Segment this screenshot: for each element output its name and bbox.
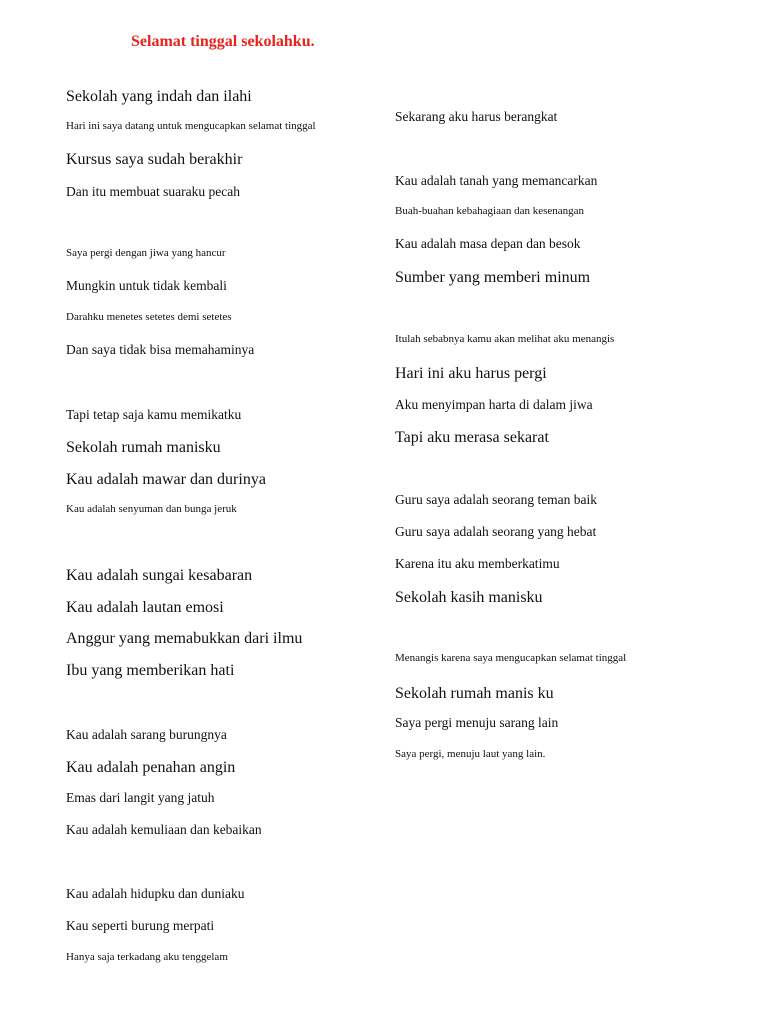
left-line-1: Sekolah yang indah dan ilahi (66, 88, 252, 105)
left-line-3: Kursus saya sudah berakhir (66, 151, 243, 168)
left-line-15: Anggur yang memabukkan dari ilmu (66, 630, 303, 647)
left-line-5: Saya pergi dengan jiwa yang hancur (66, 247, 226, 259)
left-line-2: Hari ini saya datang untuk mengucapkan selamat tinggal (66, 120, 316, 132)
left-line-13: Kau adalah sungai kesabaran (66, 567, 253, 584)
right-line-11: Guru saya adalah seorang yang hebat (395, 524, 597, 539)
left-line-12: Kau adalah senyuman dan bunga jeruk (66, 503, 237, 515)
right-line-12: Karena itu aku memberkatimu (395, 556, 560, 571)
right-line-4: Kau adalah masa depan dan besok (395, 236, 581, 251)
left-line-9: Tapi tetap saja kamu memikatku (66, 407, 242, 422)
left-line-14: Kau adalah lautan emosi (66, 599, 224, 616)
right-line-9: Tapi aku merasa sekarat (395, 429, 549, 446)
left-line-16: Ibu yang memberikan hati (66, 662, 235, 679)
right-line-5: Sumber yang memberi minum (395, 269, 591, 286)
right-line-17: Saya pergi, menuju laut yang lain. (395, 748, 546, 760)
right-line-7: Hari ini aku harus pergi (395, 365, 547, 382)
left-line-11: Kau adalah mawar dan durinya (66, 471, 266, 488)
right-line-3: Buah-buahan kebahagiaan dan kesenangan (395, 205, 585, 217)
left-line-22: Kau seperti burung merpati (66, 918, 215, 933)
left-line-8: Dan saya tidak bisa memahaminya (66, 342, 255, 357)
left-line-6: Mungkin untuk tidak kembali (66, 278, 227, 293)
right-line-6: Itulah sebabnya kamu akan melihat aku menangis (395, 333, 615, 345)
left-line-21: Kau adalah hidupku dan duniaku (66, 886, 245, 901)
left-line-20: Kau adalah kemuliaan dan kebaikan (66, 822, 262, 837)
left-line-10: Sekolah rumah manisku (66, 439, 221, 456)
poem-title: Selamat tinggal sekolahku. (131, 33, 315, 50)
left-line-7: Darahku menetes setetes demi setetes (66, 311, 232, 323)
right-line-1: Sekarang aku harus berangkat (395, 109, 558, 124)
left-line-4: Dan itu membuat suaraku pecah (66, 184, 240, 199)
right-line-16: Saya pergi menuju sarang lain (395, 715, 559, 730)
right-line-13: Sekolah kasih manisku (395, 589, 543, 606)
left-line-17: Kau adalah sarang burungnya (66, 727, 227, 742)
left-line-18: Kau adalah penahan angin (66, 759, 236, 776)
right-line-10: Guru saya adalah seorang teman baik (395, 492, 598, 507)
right-line-15: Sekolah rumah manis ku (395, 685, 554, 702)
right-line-8: Aku menyimpan harta di dalam jiwa (395, 397, 593, 412)
left-line-23: Hanya saja terkadang aku tenggelam (66, 951, 228, 963)
right-line-14: Menangis karena saya mengucapkan selamat tinggal (395, 652, 627, 664)
right-line-2: Kau adalah tanah yang memancarkan (395, 173, 598, 188)
left-line-19: Emas dari langit yang jatuh (66, 790, 215, 805)
